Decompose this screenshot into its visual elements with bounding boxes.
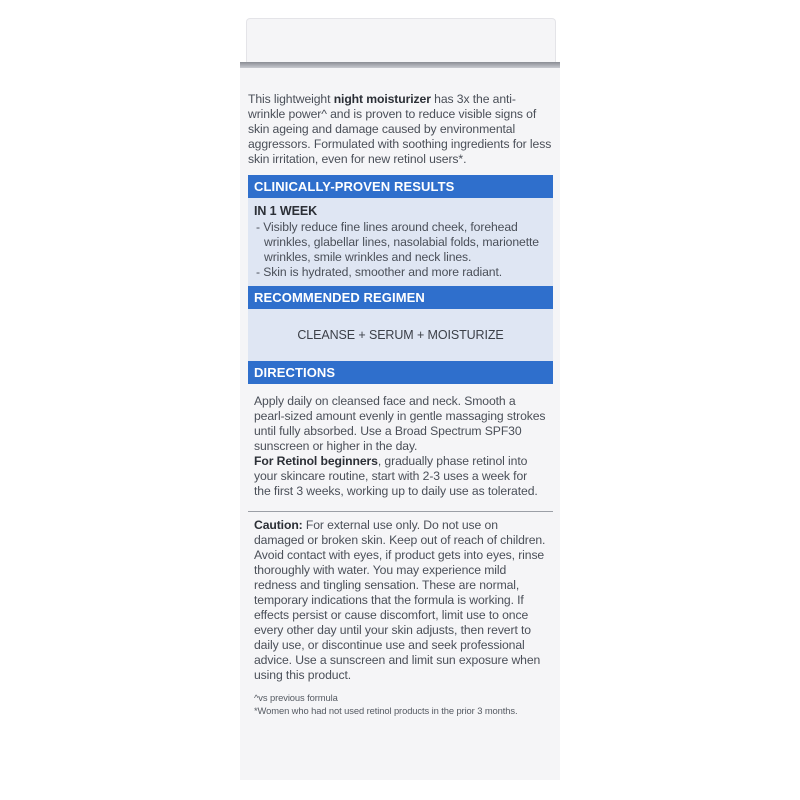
- directions-heading: DIRECTIONS: [248, 361, 553, 384]
- regimen-heading: RECOMMENDED REGIMEN: [248, 286, 553, 309]
- beginners-text: , gradually phase retinol into your skincare routine, start with 2-3 uses a week for the first 3 weeks, working up to daily use as tolerated.: [254, 454, 538, 498]
- box-fold-line: [240, 62, 560, 68]
- clinical-results-section: [248, 198, 553, 286]
- intro-text-after: has 3x the anti-wrinkle power^ and is proven to reduce visible signs of skin ageing and damage caused by environmental aggressors. Formulated with soothing ingredients for less skin irritation, even for new retinol users*.: [248, 92, 552, 166]
- footnote-item: ^vs previous formula: [254, 692, 338, 703]
- caution-label: Caution:: [254, 518, 303, 532]
- caution-section: [248, 512, 553, 683]
- regimen-text: CLEANSE + SERUM + MOISTURIZE: [297, 327, 504, 342]
- results-item: - Skin is hydrated, smoother and more radiant.: [254, 265, 547, 280]
- clinical-results-heading: CLINICALLY-PROVEN RESULTS: [248, 175, 553, 198]
- beginners-label: For Retinol beginners: [254, 454, 378, 468]
- intro-text-before: This lightweight: [248, 92, 334, 106]
- footnotes: [248, 683, 553, 717]
- box-top-flap: [246, 18, 556, 63]
- results-item: - Visibly reduce fine lines around cheek, forehead wrinkles, glabellar lines, nasolabial folds, marionette wrinkles, smile wrinkles and neck lines.: [254, 220, 547, 265]
- results-week-label: IN 1 WEEK: [254, 204, 317, 218]
- directions-text: Apply daily on cleansed face and neck. Smooth a pearl-sized amount evenly in gentle massaging strokes until fully absorbed. Use a Broad Spectrum SPF30 sunscreen or higher in the day.: [254, 394, 546, 453]
- results-list: [254, 220, 547, 280]
- beginners-paragraph: [254, 454, 547, 499]
- footnote-item: *Women who had not used retinol products in the prior 3 months.: [254, 705, 518, 716]
- intro-product-name: night moisturizer: [333, 92, 431, 106]
- regimen-section: [248, 309, 553, 361]
- caution-text: For external use only. Do not use on damaged or broken skin. Keep out of reach of children. Avoid contact with eyes, if product gets into eyes, rinse thoroughly with water. You may experience mild redness and tingling sensation. These are normal, temporary indications that the formula is working. If effects persist or cause discomfort, limit use to once every other day until your skin adjusts, then revert to daily use, or discontinue use and seek professional advice. Use a sunscreen and limit sun exposure when using this product.: [254, 518, 546, 682]
- label-content: [248, 92, 553, 717]
- directions-section: [248, 384, 553, 507]
- intro-paragraph: [248, 92, 553, 167]
